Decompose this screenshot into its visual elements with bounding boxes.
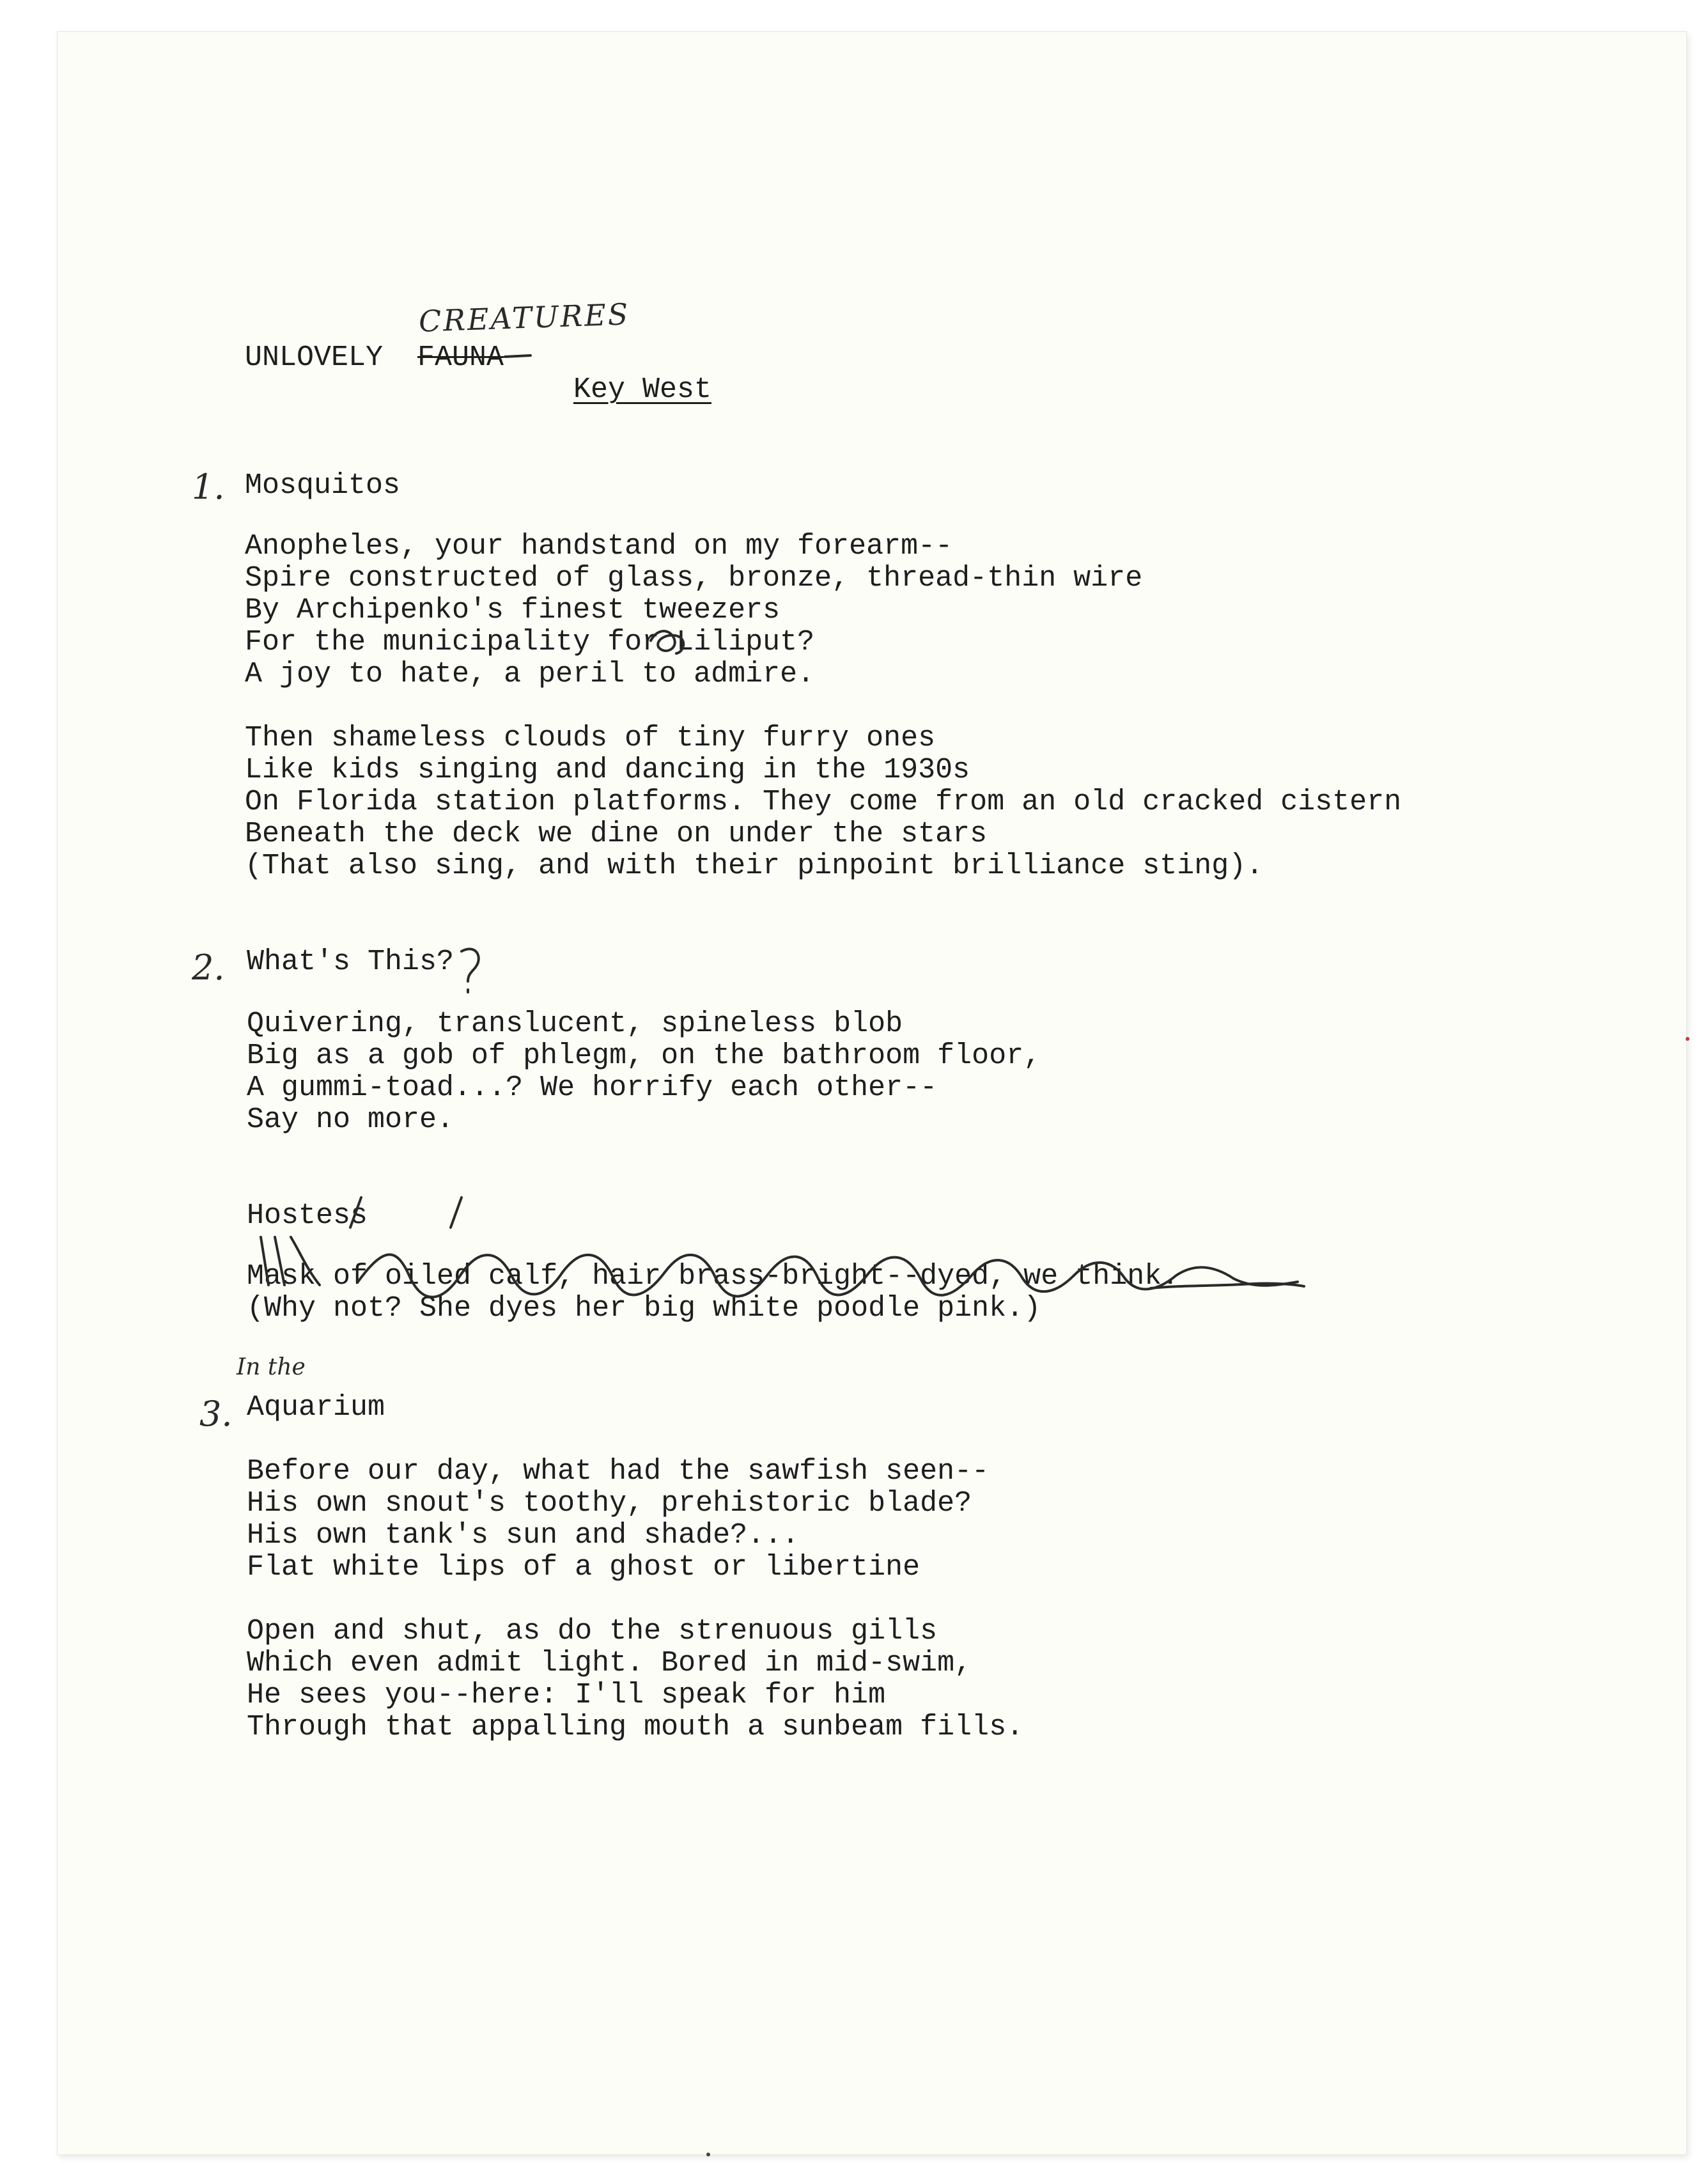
- poem-line: His own snout's toothy, prehistoric blade?: [247, 1487, 972, 1520]
- section-number: 3.: [199, 1394, 233, 1434]
- ink-dot-mark: [706, 2153, 710, 2156]
- poem-line: Spire constructed of glass, bronze, thread-thin wire: [245, 562, 1143, 595]
- title-struck-word: FAUNA: [417, 341, 504, 374]
- handwritten-prefix: In the: [237, 1354, 306, 1380]
- poem-line: He sees you--here: I'll speak for him: [247, 1679, 886, 1711]
- poem-line: A gummi-toad...? We horrify each other--: [247, 1071, 938, 1104]
- poem-line: Big as a gob of phlegm, on the bathroom floor,: [247, 1040, 1041, 1072]
- poem-line: Through that appalling mouth a sunbeam fills.: [247, 1711, 1024, 1743]
- section-number: 2.: [192, 947, 225, 988]
- section-title: Aquarium: [247, 1391, 385, 1424]
- poem-line: Like kids singing and dancing in the 1930s: [245, 754, 970, 786]
- poem-line: His own tank's sun and shade?...: [247, 1519, 800, 1552]
- section-title: What's This?: [247, 946, 454, 978]
- poem-line: Anopheles, your handstand on my forearm--: [245, 530, 953, 563]
- poem-line: Say no more.: [247, 1103, 454, 1136]
- poem-line: Which even admit light. Bored in mid-swim,: [247, 1647, 972, 1679]
- poem-line: Flat white lips of a ghost or libertine: [247, 1551, 920, 1584]
- wavy-cross-out-line: [358, 1254, 1298, 1297]
- poem-line: Mask of oiled calf, hair brass-bright--dyed, we think.: [247, 1260, 1179, 1293]
- poem-line: Then shameless clouds of tiny furry ones: [245, 722, 936, 754]
- poem-line: By Archipenko's finest tweezers: [245, 594, 780, 627]
- title-word: UNLOVELY: [245, 341, 384, 374]
- page-subtitle: Key West: [573, 373, 712, 406]
- poem-line: Before our day, what had the sawfish seen--: [247, 1455, 990, 1488]
- poem-line: For the municipality for Liliput?: [245, 626, 815, 658]
- handwritten-title-correction: CREATURES: [418, 297, 631, 339]
- red-dot-mark: [1686, 1037, 1689, 1041]
- poem-line: (That also sing, and with their pinpoint brilliance sting).: [245, 850, 1264, 882]
- poem-line: Quivering, translucent, spineless blob: [247, 1008, 903, 1040]
- strike-tail-mark: [505, 355, 531, 357]
- tick-mark: [350, 1197, 361, 1227]
- question-mark-correction: [462, 949, 479, 992]
- poem-line: A joy to hate, a peril to admire.: [245, 658, 815, 690]
- poem-line: On Florida station platforms. They come from an old cracked cistern: [245, 786, 1402, 818]
- section-number: 1.: [192, 467, 225, 507]
- section-title: Mosquitos: [245, 469, 401, 502]
- poem-line: (Why not? She dyes her big white poodle pink.): [247, 1292, 1041, 1325]
- scribble-correction-mark: [651, 631, 683, 653]
- poem-line: Open and shut, as do the strenuous gills: [247, 1615, 938, 1648]
- poem-line: Beneath the deck we dine on under the stars: [245, 818, 988, 850]
- tick-mark: [451, 1197, 462, 1227]
- section-title: Hostess: [247, 1199, 368, 1232]
- cross-out-tail-line: [1151, 1283, 1304, 1288]
- cross-out-strokes: [261, 1237, 320, 1285]
